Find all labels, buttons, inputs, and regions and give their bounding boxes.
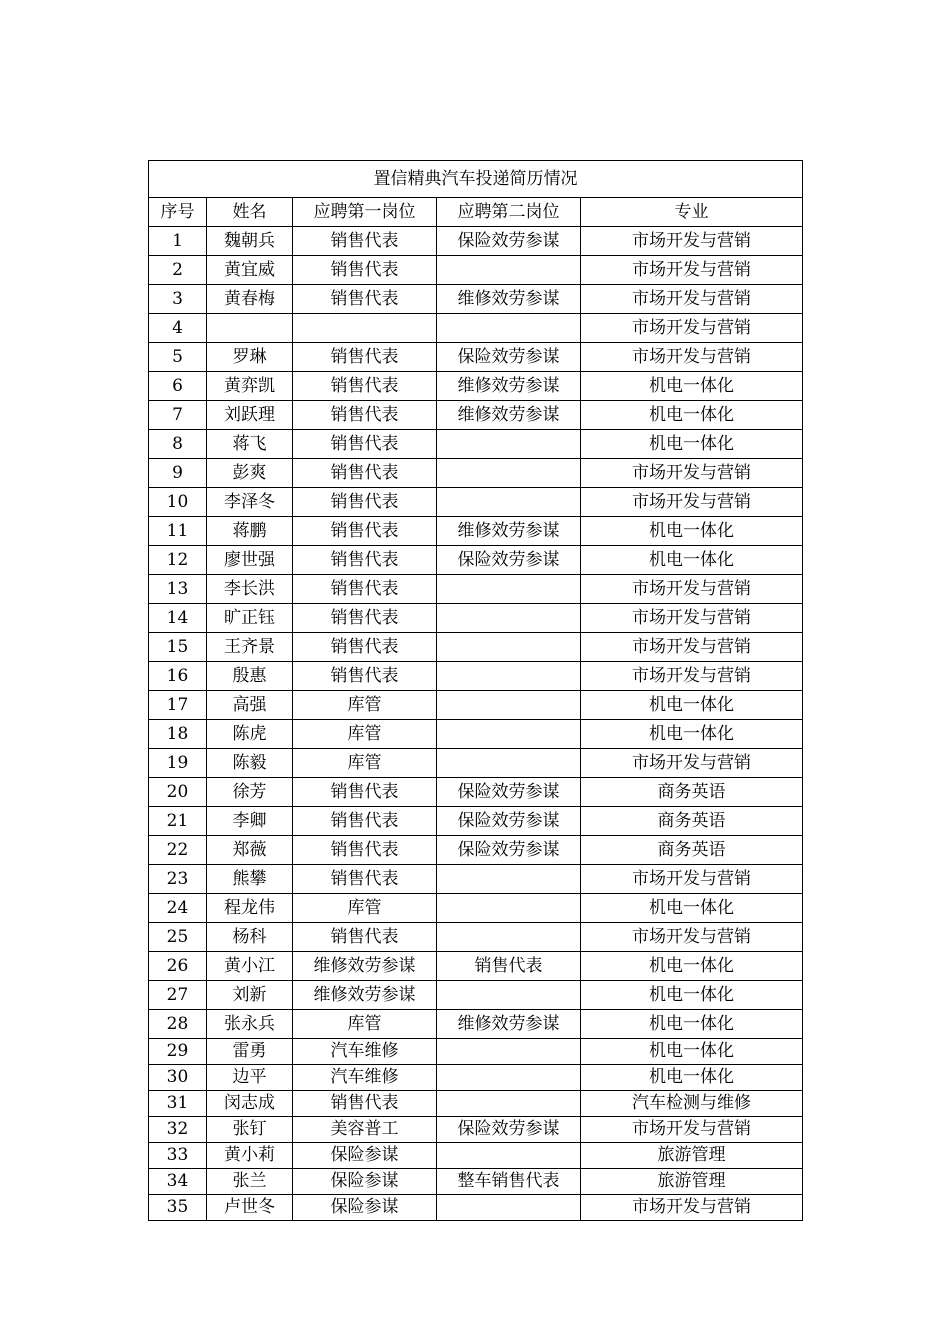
first-position-cell: 销售代表 <box>293 836 437 865</box>
row-index-cell: 20 <box>149 778 207 807</box>
table-row <box>149 459 803 488</box>
row-index-cell: 11 <box>149 517 207 546</box>
row-index-cell: 4 <box>149 314 207 343</box>
second-position-cell: 整车销售代表 <box>437 1169 581 1195</box>
row-index-cell: 5 <box>149 343 207 372</box>
row-index-cell: 28 <box>149 1010 207 1039</box>
table-row <box>149 1091 803 1117</box>
row-index-cell: 1 <box>149 227 207 256</box>
applicant-name-cell: 李长洪 <box>207 575 293 604</box>
second-position-cell <box>437 1195 581 1221</box>
second-position-cell <box>437 749 581 778</box>
table-row <box>149 343 803 372</box>
first-position-cell <box>293 314 437 343</box>
second-position-cell <box>437 1091 581 1117</box>
applicant-name-cell: 杨科 <box>207 923 293 952</box>
row-index-cell: 22 <box>149 836 207 865</box>
applicant-name-cell: 魏朝兵 <box>207 227 293 256</box>
major-cell: 机电一体化 <box>581 691 803 720</box>
applicant-name-cell: 徐芳 <box>207 778 293 807</box>
applicant-name-cell: 黄春梅 <box>207 285 293 314</box>
first-position-cell: 汽车维修 <box>293 1065 437 1091</box>
second-position-cell: 维修效劳参谋 <box>437 401 581 430</box>
applicant-name-cell: 王齐景 <box>207 633 293 662</box>
table-row <box>149 1010 803 1039</box>
applicant-name-cell: 陈虎 <box>207 720 293 749</box>
second-position-cell <box>437 633 581 662</box>
first-position-cell: 库管 <box>293 720 437 749</box>
second-position-cell: 维修效劳参谋 <box>437 285 581 314</box>
major-cell: 市场开发与营销 <box>581 749 803 778</box>
first-position-cell: 库管 <box>293 1010 437 1039</box>
second-position-cell: 保险效劳参谋 <box>437 778 581 807</box>
major-cell: 旅游管理 <box>581 1169 803 1195</box>
title-row <box>149 161 803 198</box>
row-index-cell: 15 <box>149 633 207 662</box>
second-position-cell: 销售代表 <box>437 952 581 981</box>
major-cell: 机电一体化 <box>581 1065 803 1091</box>
applicant-name-cell: 黄小莉 <box>207 1143 293 1169</box>
major-cell: 市场开发与营销 <box>581 314 803 343</box>
first-position-cell: 维修效劳参谋 <box>293 981 437 1010</box>
first-position-cell: 销售代表 <box>293 546 437 575</box>
row-index-cell: 3 <box>149 285 207 314</box>
major-cell: 市场开发与营销 <box>581 343 803 372</box>
first-position-cell: 汽车维修 <box>293 1039 437 1065</box>
row-index-cell: 25 <box>149 923 207 952</box>
major-cell: 机电一体化 <box>581 517 803 546</box>
row-index-cell: 26 <box>149 952 207 981</box>
applicant-name-cell: 边平 <box>207 1065 293 1091</box>
table-row <box>149 923 803 952</box>
table-row <box>149 430 803 459</box>
applicant-name-cell: 殷惠 <box>207 662 293 691</box>
table-row <box>149 604 803 633</box>
row-index-cell: 13 <box>149 575 207 604</box>
applicant-name-cell: 蒋飞 <box>207 430 293 459</box>
table-row <box>149 894 803 923</box>
applicant-name-cell: 李卿 <box>207 807 293 836</box>
second-position-cell <box>437 314 581 343</box>
major-cell: 机电一体化 <box>581 372 803 401</box>
major-cell: 机电一体化 <box>581 720 803 749</box>
second-position-cell <box>437 662 581 691</box>
row-index-cell: 19 <box>149 749 207 778</box>
applicant-name-cell: 彭爽 <box>207 459 293 488</box>
major-cell: 机电一体化 <box>581 1010 803 1039</box>
header-first-position: 应聘第一岗位 <box>293 198 437 227</box>
major-cell: 市场开发与营销 <box>581 285 803 314</box>
second-position-cell <box>437 430 581 459</box>
major-cell: 机电一体化 <box>581 546 803 575</box>
first-position-cell: 销售代表 <box>293 517 437 546</box>
first-position-cell: 销售代表 <box>293 227 437 256</box>
major-cell: 市场开发与营销 <box>581 923 803 952</box>
second-position-cell <box>437 1039 581 1065</box>
major-cell: 旅游管理 <box>581 1143 803 1169</box>
table-row <box>149 981 803 1010</box>
row-index-cell: 33 <box>149 1143 207 1169</box>
applicant-name-cell: 郑薇 <box>207 836 293 865</box>
applicant-name-cell: 雷勇 <box>207 1039 293 1065</box>
major-cell: 机电一体化 <box>581 981 803 1010</box>
table-row <box>149 314 803 343</box>
first-position-cell: 保险参谋 <box>293 1195 437 1221</box>
applicant-name-cell: 闵志成 <box>207 1091 293 1117</box>
first-position-cell: 销售代表 <box>293 256 437 285</box>
second-position-cell: 保险效劳参谋 <box>437 343 581 372</box>
applicant-name-cell: 高强 <box>207 691 293 720</box>
applicant-name-cell: 张永兵 <box>207 1010 293 1039</box>
major-cell: 商务英语 <box>581 807 803 836</box>
row-index-cell: 18 <box>149 720 207 749</box>
table-row <box>149 227 803 256</box>
first-position-cell: 销售代表 <box>293 285 437 314</box>
second-position-cell: 维修效劳参谋 <box>437 372 581 401</box>
table-row <box>149 1169 803 1195</box>
major-cell: 市场开发与营销 <box>581 1195 803 1221</box>
table-row <box>149 256 803 285</box>
table-row <box>149 691 803 720</box>
row-index-cell: 31 <box>149 1091 207 1117</box>
table-row <box>149 865 803 894</box>
table-title: 置信精典汽车投递简历情况 <box>149 161 803 198</box>
major-cell: 机电一体化 <box>581 430 803 459</box>
second-position-cell: 维修效劳参谋 <box>437 1010 581 1039</box>
second-position-cell <box>437 604 581 633</box>
table-row <box>149 778 803 807</box>
major-cell: 机电一体化 <box>581 1039 803 1065</box>
first-position-cell: 销售代表 <box>293 1091 437 1117</box>
table-row <box>149 1117 803 1143</box>
major-cell: 市场开发与营销 <box>581 256 803 285</box>
table-row <box>149 517 803 546</box>
row-index-cell: 14 <box>149 604 207 633</box>
first-position-cell: 销售代表 <box>293 430 437 459</box>
row-index-cell: 30 <box>149 1065 207 1091</box>
first-position-cell: 销售代表 <box>293 662 437 691</box>
row-index-cell: 29 <box>149 1039 207 1065</box>
table-row <box>149 633 803 662</box>
first-position-cell: 库管 <box>293 749 437 778</box>
table-row <box>149 662 803 691</box>
row-index-cell: 7 <box>149 401 207 430</box>
first-position-cell: 保险参谋 <box>293 1143 437 1169</box>
major-cell: 汽车检测与维修 <box>581 1091 803 1117</box>
table-row <box>149 285 803 314</box>
header-name: 姓名 <box>207 198 293 227</box>
first-position-cell: 销售代表 <box>293 343 437 372</box>
first-position-cell: 维修效劳参谋 <box>293 952 437 981</box>
applicant-name-cell: 黄小江 <box>207 952 293 981</box>
second-position-cell <box>437 981 581 1010</box>
row-index-cell: 17 <box>149 691 207 720</box>
applicant-name-cell: 刘跃理 <box>207 401 293 430</box>
table-row <box>149 807 803 836</box>
row-index-cell: 21 <box>149 807 207 836</box>
applicant-name-cell: 陈毅 <box>207 749 293 778</box>
first-position-cell: 库管 <box>293 691 437 720</box>
table-row <box>149 1195 803 1221</box>
major-cell: 市场开发与营销 <box>581 865 803 894</box>
second-position-cell <box>437 865 581 894</box>
table-row <box>149 546 803 575</box>
table-row <box>149 575 803 604</box>
applicant-name-cell: 张钉 <box>207 1117 293 1143</box>
row-index-cell: 9 <box>149 459 207 488</box>
first-position-cell: 销售代表 <box>293 865 437 894</box>
first-position-cell: 销售代表 <box>293 807 437 836</box>
major-cell: 市场开发与营销 <box>581 662 803 691</box>
applicant-name-cell: 黄弈凯 <box>207 372 293 401</box>
second-position-cell <box>437 1143 581 1169</box>
second-position-cell <box>437 459 581 488</box>
table-row <box>149 1143 803 1169</box>
row-index-cell: 16 <box>149 662 207 691</box>
applicant-name-cell: 蒋鹏 <box>207 517 293 546</box>
second-position-cell <box>437 256 581 285</box>
row-index-cell: 10 <box>149 488 207 517</box>
second-position-cell: 保险效劳参谋 <box>437 1117 581 1143</box>
major-cell: 市场开发与营销 <box>581 1117 803 1143</box>
second-position-cell <box>437 923 581 952</box>
second-position-cell <box>437 575 581 604</box>
second-position-cell <box>437 720 581 749</box>
first-position-cell: 保险参谋 <box>293 1169 437 1195</box>
first-position-cell: 销售代表 <box>293 604 437 633</box>
header-second-position: 应聘第二岗位 <box>437 198 581 227</box>
applicant-name-cell: 旷正钰 <box>207 604 293 633</box>
applicant-name-cell: 黄宜威 <box>207 256 293 285</box>
row-index-cell: 2 <box>149 256 207 285</box>
first-position-cell: 销售代表 <box>293 372 437 401</box>
header-row <box>149 198 803 227</box>
applicant-name-cell: 张兰 <box>207 1169 293 1195</box>
applicant-name-cell <box>207 314 293 343</box>
applicant-name-cell: 李泽冬 <box>207 488 293 517</box>
major-cell: 市场开发与营销 <box>581 575 803 604</box>
first-position-cell: 销售代表 <box>293 459 437 488</box>
table-row <box>149 720 803 749</box>
major-cell: 市场开发与营销 <box>581 604 803 633</box>
header-index: 序号 <box>149 198 207 227</box>
major-cell: 市场开发与营销 <box>581 633 803 662</box>
major-cell: 商务英语 <box>581 778 803 807</box>
row-index-cell: 8 <box>149 430 207 459</box>
applicant-name-cell: 熊攀 <box>207 865 293 894</box>
table-row <box>149 372 803 401</box>
table-row <box>149 1065 803 1091</box>
row-index-cell: 12 <box>149 546 207 575</box>
major-cell: 市场开发与营销 <box>581 227 803 256</box>
second-position-cell <box>437 894 581 923</box>
row-index-cell: 27 <box>149 981 207 1010</box>
applicant-name-cell: 程龙伟 <box>207 894 293 923</box>
major-cell: 机电一体化 <box>581 952 803 981</box>
second-position-cell: 维修效劳参谋 <box>437 517 581 546</box>
second-position-cell: 保险效劳参谋 <box>437 546 581 575</box>
table-row <box>149 952 803 981</box>
first-position-cell: 销售代表 <box>293 923 437 952</box>
second-position-cell <box>437 1065 581 1091</box>
row-index-cell: 6 <box>149 372 207 401</box>
first-position-cell: 销售代表 <box>293 778 437 807</box>
second-position-cell: 保险效劳参谋 <box>437 836 581 865</box>
row-index-cell: 34 <box>149 1169 207 1195</box>
second-position-cell <box>437 691 581 720</box>
second-position-cell <box>437 488 581 517</box>
first-position-cell: 销售代表 <box>293 488 437 517</box>
major-cell: 市场开发与营销 <box>581 459 803 488</box>
table-row <box>149 401 803 430</box>
first-position-cell: 销售代表 <box>293 401 437 430</box>
row-index-cell: 32 <box>149 1117 207 1143</box>
first-position-cell: 销售代表 <box>293 575 437 604</box>
major-cell: 机电一体化 <box>581 894 803 923</box>
applicant-name-cell: 刘新 <box>207 981 293 1010</box>
major-cell: 机电一体化 <box>581 401 803 430</box>
first-position-cell: 销售代表 <box>293 633 437 662</box>
row-index-cell: 24 <box>149 894 207 923</box>
applicant-name-cell: 卢世冬 <box>207 1195 293 1221</box>
resume-table <box>148 160 803 1221</box>
applicant-name-cell: 廖世强 <box>207 546 293 575</box>
header-major: 专业 <box>581 198 803 227</box>
row-index-cell: 35 <box>149 1195 207 1221</box>
second-position-cell: 保险效劳参谋 <box>437 227 581 256</box>
table-row <box>149 749 803 778</box>
first-position-cell: 库管 <box>293 894 437 923</box>
row-index-cell: 23 <box>149 865 207 894</box>
major-cell: 市场开发与营销 <box>581 488 803 517</box>
table-row <box>149 488 803 517</box>
major-cell: 商务英语 <box>581 836 803 865</box>
first-position-cell: 美容普工 <box>293 1117 437 1143</box>
applicant-name-cell: 罗琳 <box>207 343 293 372</box>
second-position-cell: 保险效劳参谋 <box>437 807 581 836</box>
table-row <box>149 836 803 865</box>
table-row <box>149 1039 803 1065</box>
